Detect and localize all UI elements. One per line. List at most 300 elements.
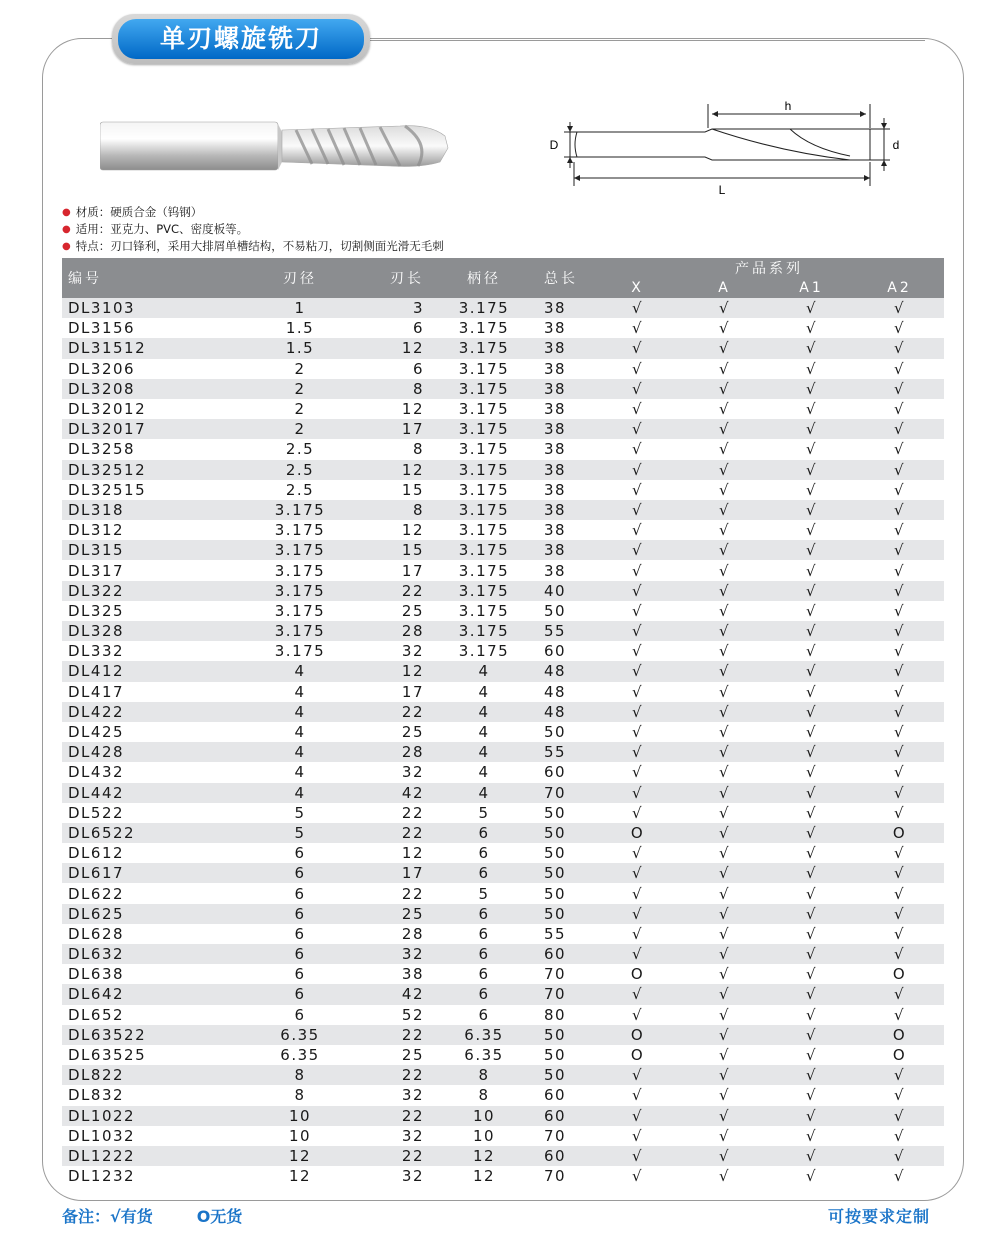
bullet-icon: ● — [62, 207, 71, 218]
cell-edge-length: 32 — [401, 1126, 424, 1145]
cell-edge-diameter: 2 — [294, 379, 306, 398]
cell-code: DL428 — [68, 743, 125, 762]
note-material — [62, 204, 444, 221]
cell-series-a1: √ — [805, 601, 818, 620]
cell-series-x: √ — [631, 601, 644, 620]
cell-series-a: √ — [718, 319, 731, 338]
cell-edge-diameter: 3.175 — [274, 561, 326, 580]
cell-shank-diameter: 6 — [478, 904, 490, 923]
cell-code: DL617 — [68, 864, 125, 883]
cell-series-x: √ — [631, 1086, 644, 1105]
cell-series-a2: √ — [893, 924, 906, 943]
table-body — [62, 298, 944, 1186]
cell-code: DL32012 — [68, 400, 147, 419]
cell-series-a1: √ — [805, 743, 818, 762]
cell-edge-length: 12 — [401, 460, 424, 479]
cell-edge-diameter: 6 — [294, 945, 306, 964]
cell-shank-diameter: 4 — [478, 682, 490, 701]
cell-series-a: √ — [718, 480, 731, 499]
table-row — [62, 379, 944, 399]
table-row — [62, 702, 944, 722]
cell-series-a1: √ — [805, 723, 818, 742]
cell-series-a1: √ — [805, 379, 818, 398]
cell-total-length: 38 — [544, 379, 567, 398]
cell-edge-length: 8 — [412, 440, 424, 459]
cell-shank-diameter: 6 — [478, 1005, 490, 1024]
cell-total-length: 60 — [544, 1146, 567, 1165]
cell-total-length: 38 — [544, 339, 567, 358]
cell-edge-diameter: 4 — [294, 662, 306, 681]
cell-total-length: 38 — [544, 480, 567, 499]
cell-total-length: 38 — [544, 561, 567, 580]
cell-series-a: √ — [718, 743, 731, 762]
table-row — [62, 439, 944, 459]
cell-edge-length: 8 — [412, 500, 424, 519]
cell-code: DL442 — [68, 783, 125, 802]
cell-total-length: 38 — [544, 359, 567, 378]
cell-series-a2: O — [892, 1025, 907, 1044]
cell-series-a: √ — [718, 763, 731, 782]
cell-series-a: √ — [718, 379, 731, 398]
cell-edge-length: 28 — [401, 924, 424, 943]
table-row — [62, 1126, 944, 1146]
cell-series-a2: √ — [893, 682, 906, 701]
spec-table — [62, 258, 944, 1186]
cell-code: DL31512 — [68, 339, 147, 358]
note-features — [62, 238, 444, 255]
cell-total-length: 38 — [544, 440, 567, 459]
table-row — [62, 641, 944, 661]
cell-series-a1: √ — [805, 561, 818, 580]
cell-series-a1: √ — [805, 803, 818, 822]
cell-series-a2: √ — [893, 1066, 906, 1085]
cell-series-a2: √ — [893, 1005, 906, 1024]
cell-edge-diameter: 2 — [294, 359, 306, 378]
label-d: d — [892, 138, 900, 152]
cell-series-a2: √ — [893, 1126, 906, 1145]
cell-edge-length: 6 — [412, 319, 424, 338]
table-row — [62, 621, 944, 641]
cell-series-a2: √ — [893, 299, 906, 318]
cell-series-a: √ — [718, 521, 731, 540]
cell-edge-diameter: 12 — [288, 1167, 312, 1186]
cell-edge-diameter: 1 — [294, 299, 306, 318]
cell-total-length: 70 — [544, 1126, 567, 1145]
cell-total-length: 55 — [544, 743, 567, 762]
cell-total-length: 60 — [544, 1106, 567, 1125]
cell-series-a1: √ — [805, 1046, 818, 1065]
cell-code: DL425 — [68, 723, 125, 742]
cell-edge-diameter: 2.5 — [285, 440, 315, 459]
table-row — [62, 1106, 944, 1126]
cell-series-a: √ — [718, 581, 731, 600]
cell-series-a: √ — [718, 662, 731, 681]
header-series-a: A — [681, 278, 768, 298]
cell-series-a1: √ — [805, 440, 818, 459]
cell-total-length: 50 — [544, 823, 567, 842]
cell-series-x: √ — [631, 803, 644, 822]
table-row — [62, 944, 944, 964]
cell-series-a: √ — [718, 460, 731, 479]
cell-shank-diameter: 6 — [478, 823, 490, 842]
cell-shank-diameter: 5 — [478, 803, 490, 822]
cell-code: DL522 — [68, 803, 125, 822]
cell-code: DL422 — [68, 702, 125, 721]
cell-series-a2: √ — [893, 864, 906, 883]
cell-series-a1: √ — [805, 319, 818, 338]
cell-series-a1: √ — [805, 642, 818, 661]
cell-edge-length: 17 — [401, 682, 424, 701]
title-rule — [370, 40, 925, 41]
cell-code: DL3258 — [68, 440, 136, 459]
cell-edge-length: 15 — [401, 541, 424, 560]
cell-code: DL3103 — [68, 299, 136, 318]
cell-series-a1: √ — [805, 965, 818, 984]
cell-series-x: √ — [631, 864, 644, 883]
cell-edge-diameter: 3.175 — [274, 581, 326, 600]
table-row — [62, 863, 944, 883]
cell-series-a1: √ — [805, 945, 818, 964]
cell-shank-diameter: 3.175 — [458, 581, 510, 600]
cell-edge-length: 22 — [401, 823, 424, 842]
cell-series-a1: √ — [805, 521, 818, 540]
cell-series-x: √ — [631, 400, 644, 419]
cell-shank-diameter: 3.175 — [458, 420, 510, 439]
cell-edge-diameter: 6 — [294, 864, 306, 883]
table-row — [62, 460, 944, 480]
label-L: L — [718, 183, 726, 197]
page-title: 单刃螺旋铣刀 — [118, 19, 364, 59]
table-row — [62, 399, 944, 419]
cell-series-a2: √ — [893, 319, 906, 338]
cell-series-x: √ — [631, 480, 644, 499]
cell-series-a: √ — [718, 339, 731, 358]
cell-edge-diameter: 10 — [288, 1126, 312, 1145]
cell-edge-length: 17 — [401, 561, 424, 580]
cell-edge-length: 22 — [401, 1146, 424, 1165]
cell-total-length: 38 — [544, 319, 567, 338]
cell-series-a2: √ — [893, 702, 906, 721]
cell-code: DL3208 — [68, 379, 136, 398]
cell-shank-diameter: 4 — [478, 743, 490, 762]
dimension-diagram-icon — [540, 96, 920, 200]
cell-total-length: 38 — [544, 500, 567, 519]
cell-series-a: √ — [718, 541, 731, 560]
cell-series-a: √ — [718, 1066, 731, 1085]
table-row — [62, 682, 944, 702]
cell-total-length: 50 — [544, 1066, 567, 1085]
cell-series-a1: √ — [805, 500, 818, 519]
table-row — [62, 520, 944, 540]
cell-shank-diameter: 12 — [472, 1167, 496, 1186]
cell-series-x: √ — [631, 844, 644, 863]
cell-total-length: 48 — [544, 662, 567, 681]
note-text: 适用：亚克力、PVC、密度板等。 — [75, 222, 249, 236]
cell-series-a2: √ — [893, 541, 906, 560]
cell-series-a2: √ — [893, 400, 906, 419]
cell-series-a2: √ — [893, 359, 906, 378]
cell-series-a: √ — [718, 823, 731, 842]
table-row — [62, 762, 944, 782]
cell-code: DL822 — [68, 1066, 125, 1085]
cell-code: DL63522 — [68, 1025, 147, 1044]
cell-total-length: 55 — [544, 622, 567, 641]
cell-series-x: √ — [631, 1066, 644, 1085]
cell-series-a1: √ — [805, 783, 818, 802]
cell-edge-diameter: 4 — [294, 723, 306, 742]
cell-shank-diameter: 5 — [478, 884, 490, 903]
table-row — [62, 480, 944, 500]
cell-total-length: 50 — [544, 1025, 567, 1044]
cell-code: DL628 — [68, 924, 125, 943]
cell-series-x: √ — [631, 581, 644, 600]
cell-series-a: √ — [718, 1086, 731, 1105]
table-row — [62, 823, 944, 843]
cell-series-x: O — [630, 1046, 645, 1065]
cell-total-length: 50 — [544, 844, 567, 863]
note-text: 材质：硬质合金（钨钢） — [75, 205, 203, 219]
cell-edge-length: 22 — [401, 1025, 424, 1044]
table-row — [62, 883, 944, 903]
cell-edge-diameter: 3.175 — [274, 521, 326, 540]
table-row — [62, 560, 944, 580]
cell-total-length: 38 — [544, 420, 567, 439]
cell-series-a2: √ — [893, 1167, 906, 1186]
cell-series-a1: √ — [805, 904, 818, 923]
cell-shank-diameter: 6 — [478, 924, 490, 943]
cell-edge-length: 38 — [401, 965, 424, 984]
table-row — [62, 742, 944, 762]
cell-series-x: √ — [631, 723, 644, 742]
cell-shank-diameter: 3.175 — [458, 339, 510, 358]
cell-series-x: √ — [631, 1106, 644, 1125]
cell-series-a2: √ — [893, 561, 906, 580]
header-total-length: 总长 — [544, 258, 594, 298]
cell-series-a1: √ — [805, 1167, 818, 1186]
cell-series-x: √ — [631, 521, 644, 540]
cell-edge-length: 12 — [401, 339, 424, 358]
cell-series-x: O — [630, 965, 645, 984]
cell-series-x: √ — [631, 359, 644, 378]
cell-series-a: √ — [718, 400, 731, 419]
cell-edge-diameter: 6 — [294, 844, 306, 863]
cell-series-x: √ — [631, 622, 644, 641]
cell-edge-length: 22 — [401, 1106, 424, 1125]
cell-edge-length: 32 — [401, 945, 424, 964]
cell-total-length: 60 — [544, 1086, 567, 1105]
cell-series-a2: √ — [893, 521, 906, 540]
cell-series-a: √ — [718, 561, 731, 580]
cell-edge-diameter: 8 — [294, 1066, 306, 1085]
table-row — [62, 298, 944, 318]
cell-total-length: 38 — [544, 541, 567, 560]
cell-shank-diameter: 3.175 — [458, 622, 510, 641]
cell-edge-length: 28 — [401, 743, 424, 762]
cell-series-a: √ — [718, 1167, 731, 1186]
cell-shank-diameter: 6 — [478, 864, 490, 883]
cell-series-a: √ — [718, 985, 731, 1004]
cell-edge-diameter: 6 — [294, 985, 306, 1004]
cell-series-a1: √ — [805, 844, 818, 863]
cell-series-a: √ — [718, 642, 731, 661]
cell-edge-length: 22 — [401, 803, 424, 822]
cell-series-a2: √ — [893, 1146, 906, 1165]
cell-edge-length: 17 — [401, 420, 424, 439]
cell-total-length: 38 — [544, 460, 567, 479]
cell-edge-diameter: 10 — [288, 1106, 312, 1125]
cell-code: DL632 — [68, 945, 125, 964]
cell-edge-length: 42 — [401, 783, 424, 802]
table-row — [62, 984, 944, 1004]
cell-shank-diameter: 3.175 — [458, 500, 510, 519]
cell-series-a: √ — [718, 702, 731, 721]
cell-edge-diameter: 2.5 — [285, 460, 315, 479]
cell-edge-diameter: 6.35 — [280, 1025, 320, 1044]
cell-total-length: 70 — [544, 965, 567, 984]
table-row — [62, 540, 944, 560]
cell-edge-diameter: 1.5 — [285, 319, 315, 338]
cell-edge-length: 52 — [401, 1005, 424, 1024]
cell-total-length: 48 — [544, 682, 567, 701]
cell-series-a: √ — [718, 601, 731, 620]
table-row — [62, 1025, 944, 1045]
cell-code: DL432 — [68, 763, 125, 782]
cell-series-a1: √ — [805, 541, 818, 560]
cell-edge-diameter: 12 — [288, 1146, 312, 1165]
table-row — [62, 338, 944, 358]
cell-shank-diameter: 4 — [478, 723, 490, 742]
cell-series-a1: √ — [805, 1146, 818, 1165]
cell-shank-diameter: 4 — [478, 662, 490, 681]
cell-series-a: √ — [718, 783, 731, 802]
table-row — [62, 783, 944, 803]
cell-shank-diameter: 4 — [478, 783, 490, 802]
cell-total-length: 50 — [544, 803, 567, 822]
cell-edge-length: 6 — [412, 359, 424, 378]
cell-series-x: √ — [631, 440, 644, 459]
cell-shank-diameter: 3.175 — [458, 480, 510, 499]
cell-series-a2: √ — [893, 945, 906, 964]
table-row — [62, 1045, 944, 1065]
header-series-a1: A1 — [768, 278, 855, 298]
cell-code: DL412 — [68, 662, 125, 681]
cell-series-x: √ — [631, 561, 644, 580]
cell-edge-length: 25 — [401, 601, 424, 620]
cell-edge-diameter: 1.5 — [285, 339, 315, 358]
cell-series-a: √ — [718, 1126, 731, 1145]
cell-edge-length: 22 — [401, 884, 424, 903]
cell-edge-diameter: 5 — [294, 823, 306, 842]
cell-total-length: 38 — [544, 299, 567, 318]
end-mill-photo-icon — [100, 118, 452, 176]
cell-series-a2: √ — [893, 743, 906, 762]
cell-series-a: √ — [718, 682, 731, 701]
table-row — [62, 843, 944, 863]
cell-series-x: √ — [631, 682, 644, 701]
note-usage — [62, 221, 444, 238]
cell-series-a2: √ — [893, 440, 906, 459]
note-text: 特点：刃口锋利，采用大排屑单槽结构，不易粘刀，切割侧面光滑无毛刺 — [75, 239, 444, 253]
cell-total-length: 50 — [544, 884, 567, 903]
cell-edge-diameter: 4 — [294, 682, 306, 701]
cell-code: DL832 — [68, 1086, 125, 1105]
cell-shank-diameter: 4 — [478, 763, 490, 782]
cell-edge-diameter: 6 — [294, 1005, 306, 1024]
cell-series-x: √ — [631, 500, 644, 519]
cell-series-x: √ — [631, 299, 644, 318]
cell-edge-length: 22 — [401, 702, 424, 721]
cell-series-a: √ — [718, 622, 731, 641]
cell-total-length: 48 — [544, 702, 567, 721]
cell-edge-length: 22 — [401, 1066, 424, 1085]
cell-series-a1: √ — [805, 622, 818, 641]
cell-series-a2: √ — [893, 480, 906, 499]
cell-total-length: 70 — [544, 985, 567, 1004]
cell-series-a1: √ — [805, 1025, 818, 1044]
cell-series-a1: √ — [805, 480, 818, 499]
header-shank-diameter: 柄径 — [424, 258, 544, 298]
table-row — [62, 419, 944, 439]
cell-code: DL6522 — [68, 823, 136, 842]
cell-code: DL1032 — [68, 1126, 136, 1145]
cell-shank-diameter: 3.175 — [458, 460, 510, 479]
cell-series-a: √ — [718, 440, 731, 459]
cell-shank-diameter: 6 — [478, 844, 490, 863]
cell-series-x: √ — [631, 783, 644, 802]
cell-series-a2: √ — [893, 581, 906, 600]
cell-edge-diameter: 3.175 — [274, 601, 326, 620]
cell-total-length: 50 — [544, 601, 567, 620]
cell-series-a1: √ — [805, 884, 818, 903]
cell-series-a1: √ — [805, 400, 818, 419]
cell-series-a1: √ — [805, 864, 818, 883]
cell-edge-length: 25 — [401, 904, 424, 923]
table-row — [62, 1166, 944, 1186]
cell-edge-diameter: 8 — [294, 1086, 306, 1105]
cell-series-x: √ — [631, 985, 644, 1004]
cell-series-a2: √ — [893, 783, 906, 802]
cell-series-a2: √ — [893, 763, 906, 782]
table-row — [62, 661, 944, 681]
cell-edge-diameter: 3.175 — [274, 500, 326, 519]
cell-edge-length: 8 — [412, 379, 424, 398]
cell-code: DL32515 — [68, 480, 147, 499]
cell-edge-length: 3 — [412, 299, 424, 318]
legend-out-of-stock: O无货 — [196, 1207, 243, 1226]
cell-series-x: √ — [631, 884, 644, 903]
table-row — [62, 318, 944, 338]
cell-total-length: 55 — [544, 924, 567, 943]
label-D: D — [549, 138, 559, 152]
cell-edge-diameter: 4 — [294, 743, 306, 762]
cell-series-a1: √ — [805, 420, 818, 439]
cell-shank-diameter: 3.175 — [458, 359, 510, 378]
bullet-icon: ● — [62, 224, 71, 235]
cell-shank-diameter: 3.175 — [458, 299, 510, 318]
cell-edge-length: 32 — [401, 1167, 424, 1186]
table-row — [62, 964, 944, 984]
cell-edge-diameter: 6.35 — [280, 1046, 320, 1065]
cell-total-length: 60 — [544, 642, 567, 661]
cell-edge-length: 12 — [401, 844, 424, 863]
cell-series-x: √ — [631, 662, 644, 681]
cell-series-a: √ — [718, 299, 731, 318]
cell-series-a1: √ — [805, 985, 818, 1004]
cell-total-length: 50 — [544, 723, 567, 742]
table-row — [62, 722, 944, 742]
cell-series-a: √ — [718, 965, 731, 984]
spec-notes — [62, 204, 444, 255]
